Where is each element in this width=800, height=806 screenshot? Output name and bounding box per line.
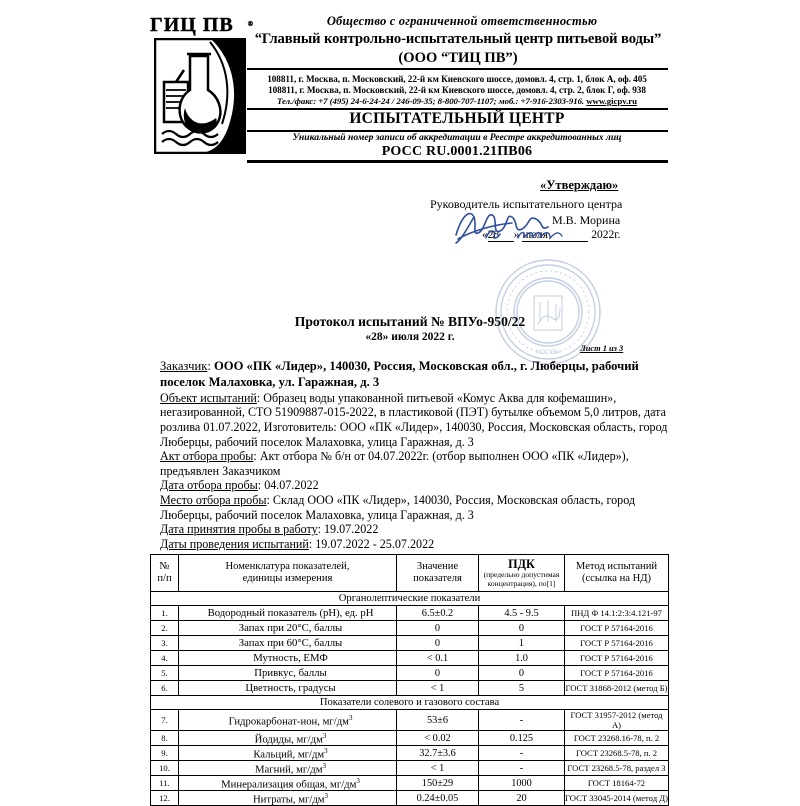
table-section-row [151, 696, 669, 710]
cell-measured-value: 0 [397, 666, 479, 681]
colon: : [308, 536, 316, 551]
cell-test-method: ГОСТ 31868-2012 (метод Б) [565, 681, 669, 696]
approval-role: Руководитель испытательного центра [430, 197, 623, 211]
address-line-2: 108811, г. Москва, п. Московский, 22-й км Киевского шоссе, домовл. 4, стр. 2, блок Г, оф. 938 [268, 85, 646, 95]
table-row [151, 776, 669, 791]
table-row [151, 746, 669, 761]
cell-parameter-name [179, 621, 397, 636]
cell-row-number: 2. [151, 621, 179, 636]
column-header-pdk-line1: ПДК [508, 557, 535, 571]
approval-date-line [482, 229, 621, 242]
testing-center-title: ИСПЫТАТЕЛЬНЫЙ ЦЕНТР [349, 110, 565, 127]
field-sampling-place-value: Склад ООО «ПК «Лидер», 140030, Россия, Московская область, город Люберцы, рабочий поселок Малаховка, улица Гаражная, д. 3 [160, 492, 636, 522]
cell-measured-value: 0 [397, 636, 479, 651]
parameter-name-text: Кальций, мг/дм [253, 748, 325, 761]
field-customer [160, 358, 672, 391]
table-section-title: Органолептические показатели [151, 592, 669, 606]
date-close-quote: » [513, 229, 520, 241]
website-link[interactable]: www.gicpv.ru [586, 96, 637, 106]
field-accept-date-label: Дата принятия пробы в работу [160, 522, 318, 537]
field-test-dates-label: Даты проведения испытаний [160, 536, 309, 551]
contact-line [247, 96, 667, 106]
protocol-date: «28» июля 2022 г. [365, 331, 455, 343]
approval-month: июля [522, 229, 588, 242]
cell-test-method: ГОСТ 23268.16-78, п. 2 [565, 731, 669, 746]
cell-pdk-limit: 0 [479, 666, 565, 681]
parameter-name-text: Минерализация общая, мг/дм [221, 778, 357, 791]
table-section-row [151, 592, 669, 606]
field-sampling-place-label: Место отбора пробы [160, 492, 267, 507]
field-object [160, 391, 672, 449]
parameter-name-text: Нитраты, мг/дм [252, 793, 325, 806]
cell-parameter-name [179, 651, 397, 666]
cell-test-method: ГОСТ 18164-72 [565, 776, 669, 791]
results-table [150, 554, 669, 806]
cell-test-method: ГОСТ 23268.5-78, раздел 3 [565, 761, 669, 776]
cell-row-number: 5. [151, 666, 179, 681]
cell-measured-value: < 0.02 [397, 731, 479, 746]
table-row [151, 681, 669, 696]
cell-parameter-name [179, 606, 397, 621]
company-logo [148, 14, 252, 156]
column-header-nomenclature-line1: Номенклатура показателей, [225, 560, 350, 572]
organization-short-name: (ООО “ТИЦ ПВ”) [398, 50, 518, 66]
svg-text:МОСКВА: МОСКВА [535, 350, 561, 356]
registered-trademark-icon: ® [247, 20, 254, 28]
logo-wordmark-text: ГИЦ ПВ [150, 14, 234, 36]
parameter-name-text: Запах при 20°С, баллы [238, 622, 343, 635]
field-act [160, 449, 672, 478]
logo-wordmark [150, 14, 254, 36]
field-sampling-date [160, 478, 672, 493]
parameter-name-text: Водородный показатель (pH), ед. pH [207, 607, 374, 620]
column-header-pdk-line3: концентрация), по[1] [487, 579, 556, 589]
parameter-unit-exponent: 3 [322, 731, 327, 740]
cell-measured-value: 53±6 [397, 710, 479, 731]
cell-measured-value: 150±29 [397, 776, 479, 791]
parameter-unit-exponent: 3 [324, 791, 329, 800]
parameter-name-text: Запах при 60°С, баллы [238, 637, 343, 650]
cell-pdk-limit: 0 [479, 621, 565, 636]
column-header-pdk [479, 555, 565, 592]
field-accept-date-value: 19.07.2022 [323, 522, 379, 537]
cell-parameter-name [179, 731, 397, 746]
cell-pdk-limit: 1000 [479, 776, 565, 791]
cell-test-method: ГОСТ 33045-2014 (метод Д) [565, 791, 669, 806]
cell-pdk-limit: - [479, 746, 565, 761]
cell-measured-value: < 1 [397, 681, 479, 696]
column-header-value-line1: Значение [416, 560, 459, 572]
column-header-number [151, 555, 179, 592]
cell-parameter-name [179, 636, 397, 651]
field-customer-value: ООО «ПК «Лидер», 140030, Россия, Московская обл., г. Люберцы, рабочий поселок Малаховка, ул. Гаражная, д. 3 [160, 359, 639, 390]
approval-title: «Утверждаю» [540, 178, 619, 192]
accreditation-number: РОСС RU.0001.21ПВ06 [381, 144, 533, 159]
table-row [151, 606, 669, 621]
parameter-name-text: Магний, мг/дм [255, 763, 323, 776]
field-act-label: Акт отбора пробы [160, 449, 254, 464]
colon: : [266, 492, 273, 507]
cell-pdk-limit: 4.5 - 9.5 [479, 606, 565, 621]
table-row [151, 621, 669, 636]
cell-test-method: ГОСТ Р 57164-2016 [565, 636, 669, 651]
results-table-container [150, 554, 668, 806]
table-row [151, 636, 669, 651]
cell-test-method: ГОСТ Р 57164-2016 [565, 666, 669, 681]
colon: : [256, 390, 264, 405]
column-header-method [565, 555, 669, 592]
cell-pdk-limit: 5 [479, 681, 565, 696]
column-header-number-line1: № [159, 560, 170, 572]
colon: : [207, 359, 214, 373]
document-body [160, 358, 672, 551]
colon: : [253, 449, 260, 464]
column-header-method-line1: Метод испытаний [575, 560, 658, 572]
parameter-unit-exponent: 3 [356, 776, 360, 785]
organization-type: Общество с ограниченной ответственностью [326, 14, 598, 28]
cell-pdk-limit: - [479, 710, 565, 731]
cell-row-number: 7. [151, 710, 179, 731]
cell-measured-value: 6.5±0.2 [397, 606, 479, 621]
cell-row-number: 10. [151, 761, 179, 776]
protocol-title: Протокол испытаний № ВПУо-950/22 [294, 314, 526, 329]
field-act-value: Акт отбора № б/н от 04.07.2022г. (отбор выполнен ООО «ПК «Лидер»), предъявлен Заказчиком [160, 449, 629, 478]
cell-test-method: ГОСТ 23268.5-78, п. 2 [565, 746, 669, 761]
cell-measured-value: 32.7±3.6 [397, 746, 479, 761]
cell-test-method: ПНД Ф 14.1:2:3:4.121-97 [565, 606, 669, 621]
field-object-label: Объект испытаний [160, 390, 257, 405]
parameter-unit-exponent: 3 [348, 713, 353, 722]
colon: : [257, 478, 265, 493]
parameter-name-text: Мутность, ЕМФ [253, 652, 328, 665]
document-header [148, 12, 668, 162]
column-header-number-line2: п/п [157, 573, 172, 585]
header-divider-bottom [247, 160, 668, 163]
phone-numbers: Тел./факс: +7 (495) 24-6-24-24 / 246-09-35; 8-800-707-1107; моб.: +7-916-2303-916. [277, 96, 585, 106]
cell-measured-value: 0.24±0.05 [397, 791, 479, 806]
field-test-dates-value: 19.07.2022 - 25.07.2022 [315, 536, 435, 551]
address-line-1: 108811, г. Москва, п. Московский, 22-й км Киевского шоссе, домовл. 4, стр. 1, блок А, оф. 405 [267, 74, 647, 84]
cell-row-number: 3. [151, 636, 179, 651]
column-header-pdk-line2: (предельно допустимая [483, 570, 560, 580]
cell-test-method: ГОСТ Р 57164-2016 [565, 651, 669, 666]
cell-parameter-name [179, 666, 397, 681]
column-header-nomenclature-line2: единицы измерения [242, 573, 333, 585]
table-row [151, 651, 669, 666]
cell-pdk-limit: - [479, 761, 565, 776]
table-row [151, 666, 669, 681]
cell-row-number: 6. [151, 681, 179, 696]
parameter-name-text: Цветность, градусы [245, 682, 336, 695]
parameter-name-text: Гидрокарбонат-ион, мг/дм [228, 715, 349, 728]
parameter-name-text: Привкус, баллы [254, 667, 327, 680]
approval-signer-name: М.В. Морина [552, 213, 621, 227]
cell-parameter-name [179, 776, 397, 791]
field-object-value: Образец воды упакованной питьевой «Комус Аква для кофемашин», негазированной, СТО 51909887-015-2022, в пластиковой (ПЭТ) бутылке объемом 5,0 литров, дата розлива 01.07.2022, Изготовитель: ООО «ПК «Лидер», 140030, Россия, Московская область, город Люберцы, рабочий поселок Малаховка, улица Гаражная, д. 3 [160, 390, 668, 449]
cell-row-number: 9. [151, 746, 179, 761]
table-row [151, 710, 669, 731]
cell-row-number: 1. [151, 606, 179, 621]
cell-measured-value: 0 [397, 621, 479, 636]
organization-name: “Главный контрольно-испытательный центр питьевой воды” [254, 31, 662, 47]
table-row [151, 731, 669, 746]
cell-parameter-name [179, 746, 397, 761]
table-row [151, 791, 669, 806]
table-row [151, 761, 669, 776]
field-accept-date [160, 522, 672, 537]
cell-test-method: ГОСТ 31957-2012 (метод А) [565, 710, 669, 731]
field-sampling-date-value: 04.07.2022 [264, 478, 319, 493]
cell-row-number: 11. [151, 776, 179, 791]
column-header-nomenclature [179, 555, 397, 592]
accreditation-label: Уникальный номер записи об аккредитации в Реестре аккредитованных лиц [292, 132, 622, 143]
approval-year: 2022г. [591, 229, 621, 241]
cell-pdk-limit: 1.0 [479, 651, 565, 666]
parameter-name-text: Йодиды, мг/дм [254, 733, 323, 746]
cell-row-number: 4. [151, 651, 179, 666]
table-section-title: Показатели солевого и газового состава [151, 696, 669, 710]
field-sampling-date-label: Дата отбора пробы [160, 478, 258, 493]
field-test-dates [160, 537, 672, 552]
field-sampling-place [160, 493, 672, 522]
table-header-row [151, 555, 669, 592]
date-open-quote: « [482, 229, 488, 241]
laboratory-flask-icon [154, 38, 246, 154]
cell-test-method: ГОСТ Р 57164-2016 [565, 621, 669, 636]
results-table-body [151, 592, 669, 806]
cell-parameter-name [179, 710, 397, 731]
column-header-method-line2: (ссылка на НД) [581, 573, 652, 585]
column-header-value-line2: показателя [413, 573, 462, 585]
cell-measured-value: < 1 [397, 761, 479, 776]
column-header-value [397, 555, 479, 592]
approval-day: 28 [488, 229, 514, 242]
header-divider-top [247, 68, 668, 70]
cell-row-number: 8. [151, 731, 179, 746]
cell-pdk-limit: 1 [479, 636, 565, 651]
field-customer-label: Заказчик [160, 359, 208, 373]
cell-parameter-name [179, 791, 397, 806]
parameter-unit-exponent: 3 [322, 761, 326, 770]
sheet-number: Лист 1 из 3 [580, 344, 624, 353]
colon: : [317, 522, 324, 537]
cell-measured-value: < 0.1 [397, 651, 479, 666]
cell-row-number: 12. [151, 791, 179, 806]
cell-pdk-limit: 0.125 [479, 731, 565, 746]
parameter-unit-exponent: 3 [324, 746, 328, 755]
cell-pdk-limit: 20 [479, 791, 565, 806]
cell-parameter-name [179, 681, 397, 696]
cell-parameter-name [179, 761, 397, 776]
